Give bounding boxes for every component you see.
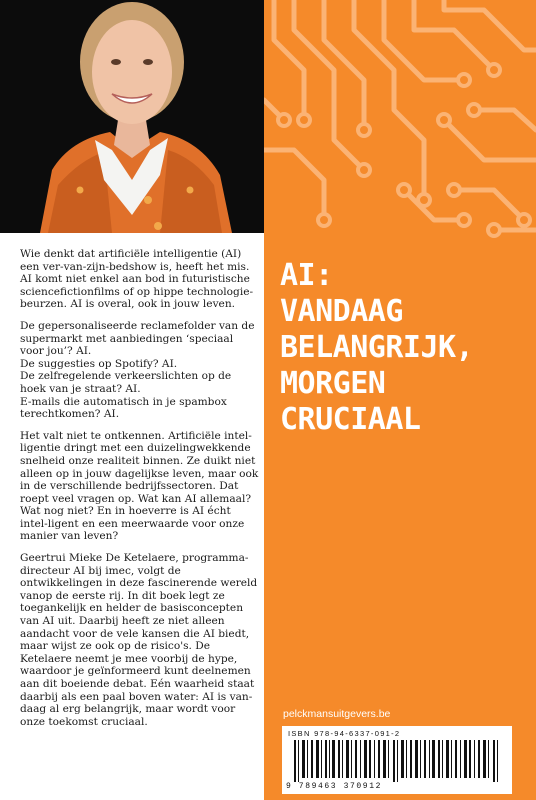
ai-example-line: De gepersonaliseerde reclamefolder van de supermarkt met aanbiedingen ‘speciaal voor jou’? AI.: [20, 319, 255, 358]
title-line: MORGEN: [280, 366, 386, 401]
title-line: BELANGRIJK,: [280, 330, 474, 365]
ai-example-line: De suggesties op Spotify? AI.: [20, 357, 178, 370]
author-paragraph: Geertrui Mieke De Ketelaere, programma-directeur AI bij imec, volgt de ontwikkelingen in deze fascinerende wereld vanop de eerste rij. In dit boek legt ze toegankelijk en helder de basisconcepten van AI uit. Daarbij heeft ze niet alleen aandacht voor de vele kansen die AI biedt, maar wijst ze ook op de risico's. De Ketelaere neemt je mee voorbij de hype, waardoor je geïnformeerd kunt deelnemen aan dit boeiende debat. Eén waarheid staat daarbij als een paal boven water: AI is van-daag al erg belangrijk, maar wordt voor onze toekomst cruciaal.: [20, 552, 258, 728]
publisher-website: pelckmansuitgevers.be: [283, 708, 391, 720]
isbn-label: ISBN 978-94-6337-091-2: [288, 729, 401, 738]
author-portrait-illustration: [0, 0, 264, 233]
back-cover-left-panel: [0, 0, 264, 800]
title-line: CRUCIAAL: [280, 402, 421, 437]
ai-example-line: E-mails die automatisch in je spambox terechtkomen? AI.: [20, 395, 227, 421]
book-title: [280, 258, 530, 438]
barcode-graphic: [294, 740, 500, 782]
title-line: AI:: [280, 258, 333, 293]
isbn-barcode-box: [282, 726, 512, 794]
intro-paragraph: Wie denkt dat artificiële intelligentie (AI) een ver-van-zijn-bedshow is, heeft het mis. AI komt niet enkel aan bod in futuristische sciencefictionfilms of op hippe technologie-beurzen. AI is overal, ook in jouw leven.: [20, 248, 254, 311]
barcode-digits: 9 789463 370912: [286, 782, 383, 791]
title-line: VANDAAG: [280, 294, 403, 329]
author-photo: [0, 0, 264, 233]
ai-example-line: De zelfregelende verkeerslichten op de hoek van je straat? AI.: [20, 370, 232, 395]
context-paragraph: Het valt niet te ontkennen. Artificiële intel-ligentie dringt met een duizelingwekkende snelheid onze realiteit binnen. Ze duikt niet alleen op in jouw dagelijkse leven, maar ook in de verschillende bedrijfssectoren. Dat roept veel vragen op. Wat kan AI allemaal? Wat nog niet? En in hoeverre is AI écht intel-ligent en een meerwaarde voor onze manier van leven?: [20, 429, 259, 543]
blurb-text: [20, 248, 260, 737]
